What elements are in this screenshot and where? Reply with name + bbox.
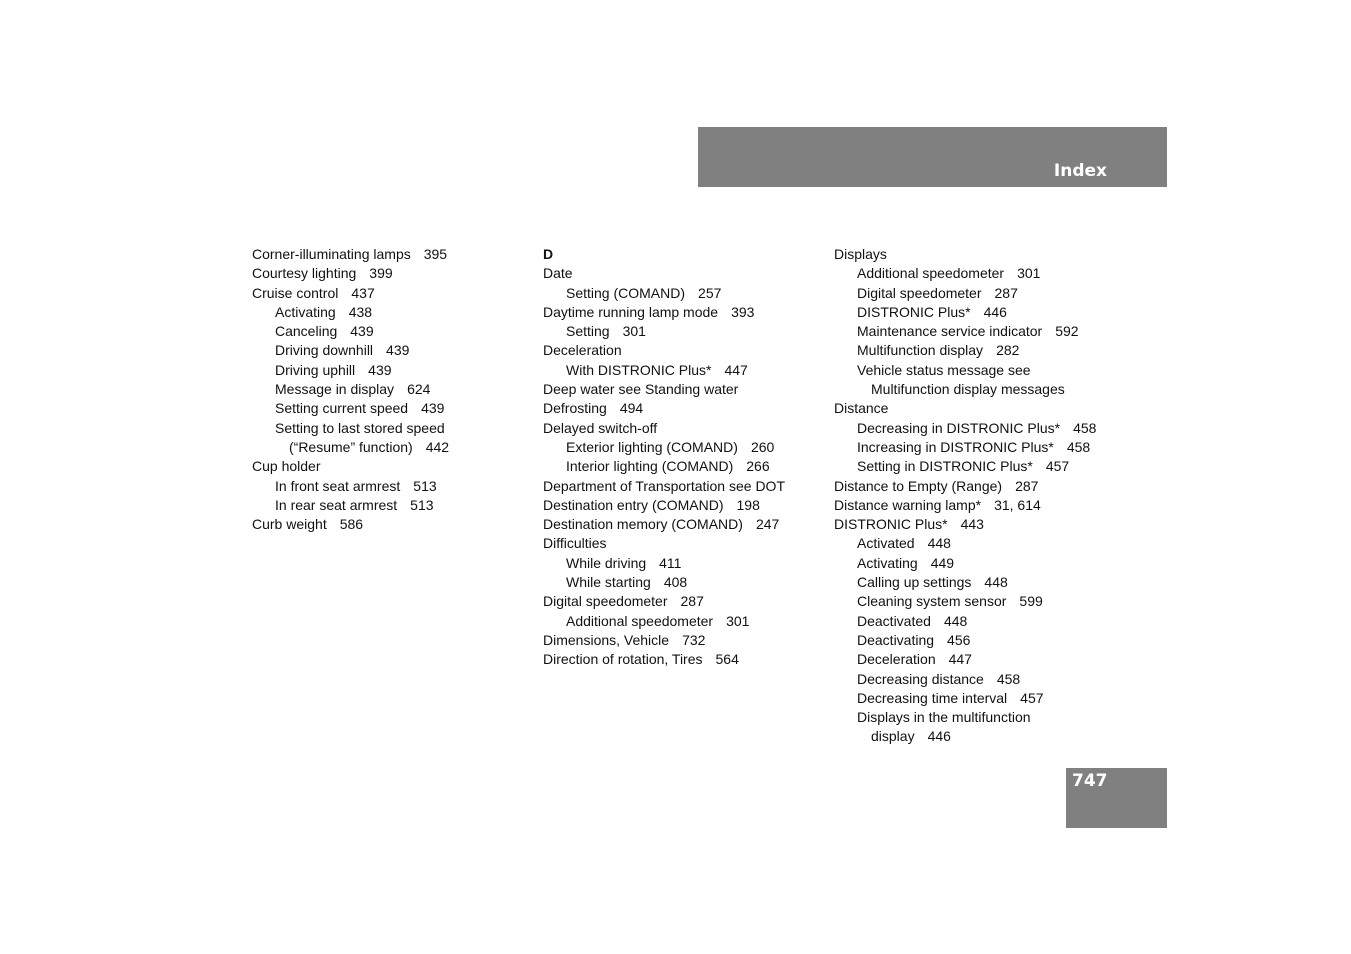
- index-page-ref: 449: [930, 554, 955, 571]
- index-entry: [543, 573, 818, 592]
- index-entry: [543, 438, 818, 457]
- index-entry: [543, 380, 818, 399]
- index-entry-text: Multifunction display messages: [871, 381, 1065, 398]
- index-entry: [834, 631, 1124, 650]
- index-entry-text: Deactivating: [857, 631, 935, 648]
- index-entry-text: Daytime running lamp mode: [543, 303, 719, 320]
- index-entry: [834, 419, 1124, 438]
- index-page-ref: 301: [726, 612, 750, 629]
- index-page-ref: 266: [746, 458, 770, 475]
- index-entry-text: Setting in DISTRONIC Plus*: [857, 458, 1033, 475]
- index-entry: [834, 727, 1124, 746]
- index-entry: [543, 419, 818, 438]
- index-entry: [543, 399, 818, 418]
- index-page-ref: 513: [410, 496, 434, 513]
- index-entry-text: Direction of rotation, Tires: [543, 651, 703, 668]
- index-entry: [543, 341, 818, 360]
- index-page-ref: 439: [350, 323, 374, 340]
- index-entry-text: Increasing in DISTRONIC Plus*: [857, 438, 1054, 455]
- index-entry: [834, 515, 1124, 534]
- index-entry: [834, 438, 1124, 457]
- index-entry: [543, 650, 818, 669]
- index-page-ref: 564: [715, 651, 739, 668]
- index-page-ref: 448: [943, 612, 968, 629]
- index-page-ref: 282: [996, 342, 1020, 359]
- index-entry-text: Corner-illuminating lamps: [252, 246, 411, 262]
- index-page-ref: 301: [622, 323, 646, 340]
- index-entry-text: Canceling: [275, 323, 338, 340]
- index-entry-text: Driving uphill: [275, 361, 356, 378]
- index-entry-text: Defrosting: [543, 400, 607, 417]
- index-page-ref: 439: [386, 342, 410, 359]
- index-page-ref: 260: [750, 438, 775, 455]
- index-entry: [543, 534, 818, 553]
- index-page-ref: 448: [927, 535, 951, 552]
- page-number-box: [1066, 768, 1167, 828]
- index-entry-text: (“Resume” function): [289, 438, 413, 455]
- index-page-ref: 586: [339, 516, 364, 533]
- index-entry: [252, 264, 522, 283]
- index-entry: [834, 573, 1124, 592]
- index-page-ref: 494: [619, 400, 644, 417]
- index-entry: [252, 245, 522, 264]
- index-entry: [543, 612, 818, 631]
- index-page-ref: 395: [423, 246, 448, 262]
- index-entry-text: DISTRONIC Plus*: [857, 303, 971, 320]
- index-entry-text: Activating: [275, 303, 336, 320]
- index-entry-text: Difficulties: [543, 535, 607, 552]
- index-entry: [834, 670, 1124, 689]
- index-page-ref: 439: [421, 400, 445, 417]
- index-page-ref: 592: [1055, 323, 1079, 340]
- index-entry: [252, 284, 522, 303]
- index-entry: [834, 496, 1124, 515]
- index-entry: [252, 477, 522, 496]
- index-entry: [252, 399, 522, 418]
- index-entry-text: Cup holder: [252, 458, 321, 475]
- index-page-ref: 447: [948, 651, 972, 668]
- index-entry-text: Decreasing time interval: [857, 689, 1008, 706]
- index-entry: [252, 380, 522, 399]
- index-page-ref: 437: [351, 284, 375, 301]
- index-entry: [834, 399, 1124, 418]
- index-entry-text: Digital speedometer: [543, 593, 668, 610]
- index-page-ref: 513: [413, 477, 437, 494]
- index-entry: [543, 515, 818, 534]
- index-entry-text: With DISTRONIC Plus*: [566, 361, 712, 378]
- page-number: 747: [1072, 771, 1108, 791]
- index-entry-text: Displays: [834, 246, 887, 262]
- index-page-ref: 446: [927, 728, 951, 745]
- index-entry-text: In front seat armrest: [275, 477, 401, 494]
- index-entry: [543, 592, 818, 611]
- index-page-ref: 393: [731, 303, 755, 320]
- index-entry-text: Decreasing in DISTRONIC Plus*: [857, 419, 1061, 436]
- index-entry-text: Deactivated: [857, 612, 931, 629]
- index-entry-text: Setting (COMAND): [566, 284, 686, 301]
- index-entry: [252, 438, 522, 457]
- index-entry-text: Cruise control: [252, 284, 339, 301]
- index-entry-text: Curb weight: [252, 516, 327, 533]
- index-page-ref: 287: [994, 284, 1018, 301]
- index-entry: [543, 303, 818, 322]
- index-page-ref: 448: [984, 574, 1008, 591]
- index-entry: [834, 457, 1124, 476]
- index-entry-text: Destination memory (COMAND): [543, 516, 743, 533]
- index-entry-text: Digital speedometer: [857, 284, 982, 301]
- index-entry-text: Destination entry (COMAND): [543, 496, 724, 513]
- header-band: [698, 127, 1167, 187]
- index-entry: [252, 341, 522, 360]
- index-entry: [834, 380, 1124, 399]
- index-entry-text: Distance to Empty (Range): [834, 477, 1003, 494]
- index-page-ref: 443: [960, 516, 984, 533]
- index-page-ref: 446: [983, 303, 1007, 320]
- index-entry-text: Setting: [566, 323, 610, 340]
- index-entry: [834, 708, 1124, 727]
- index-entry-text: display: [871, 728, 915, 745]
- index-entry-text: Distance: [834, 400, 889, 417]
- index-entry: [543, 631, 818, 650]
- index-page-ref: 257: [698, 284, 722, 301]
- index-entry-text: Deceleration: [543, 342, 622, 359]
- index-entry-text: Driving downhill: [275, 342, 374, 359]
- index-column-3: [834, 245, 1124, 747]
- index-page-ref: 247: [755, 516, 780, 533]
- index-entry: [543, 284, 818, 303]
- index-entry: [834, 284, 1124, 303]
- index-entry-text: Additional speedometer: [566, 612, 714, 629]
- index-entry: [834, 650, 1124, 669]
- index-page-ref: 447: [724, 361, 748, 378]
- index-entry: [834, 689, 1124, 708]
- index-entry: [252, 515, 522, 534]
- index-entry: [252, 361, 522, 380]
- index-entry: [834, 612, 1124, 631]
- index-entry-text: Setting current speed: [275, 400, 409, 417]
- index-entry-text: Date: [543, 265, 573, 282]
- index-entry: [543, 322, 818, 341]
- index-entry-text: Activating: [857, 554, 918, 571]
- index-entry-text: Exterior lighting (COMAND): [566, 438, 738, 455]
- index-entry-text: Calling up settings: [857, 574, 972, 591]
- index-entry-text: Activated: [857, 535, 915, 552]
- index-page-ref: 198: [736, 496, 760, 513]
- index-entry: [834, 245, 1124, 264]
- index-entry-text: Maintenance service indicator: [857, 323, 1043, 340]
- index-entry: [543, 496, 818, 515]
- index-entry: [252, 419, 522, 438]
- index-entry: [252, 322, 522, 341]
- index-column-2: [543, 245, 818, 670]
- index-entry-text: Deceleration: [857, 651, 936, 668]
- index-entry: [834, 361, 1124, 380]
- index-entry-text: Courtesy lighting: [252, 265, 357, 282]
- index-entry: [834, 592, 1124, 611]
- index-page-ref: 408: [663, 574, 688, 591]
- index-page-ref: 301: [1017, 265, 1041, 282]
- index-entry-text: Displays in the multifunction: [857, 709, 1031, 726]
- index-entry: [834, 477, 1124, 496]
- index-entry-text: Multifunction display: [857, 342, 984, 359]
- index-entry-text: Delayed switch-off: [543, 419, 658, 436]
- index-entry-text: Department of Transportation see DOT: [543, 477, 785, 494]
- index-page-ref: 458: [996, 670, 1021, 687]
- index-page-ref: 438: [348, 303, 373, 320]
- index-entry: [252, 496, 522, 515]
- index-entry-text: Vehicle status message see: [857, 361, 1031, 378]
- index-entry-text: While starting: [566, 574, 651, 591]
- index-column-1: [252, 245, 522, 534]
- index-entry: [834, 322, 1124, 341]
- index-entry-text: While driving: [566, 554, 647, 571]
- index-page-ref: 457: [1045, 458, 1070, 475]
- index-entry: [543, 264, 818, 283]
- index-page-ref: 31, 614: [994, 496, 1041, 513]
- index-entry: [543, 554, 818, 573]
- index-page-ref: 399: [369, 265, 393, 282]
- index-entry: [543, 361, 818, 380]
- index-page-ref: 456: [947, 631, 971, 648]
- index-entry: [252, 457, 522, 476]
- index-entry-text: Additional speedometer: [857, 265, 1005, 282]
- index-page-ref: 287: [680, 593, 704, 610]
- index-entry-text: Cleaning system sensor: [857, 593, 1007, 610]
- index-entry-text: D: [543, 246, 554, 262]
- index-page-ref: 442: [425, 438, 450, 455]
- index-entry: [834, 303, 1124, 322]
- index-entry-text: Setting to last stored speed: [275, 419, 445, 436]
- index-entry-text: Distance warning lamp*: [834, 496, 982, 513]
- index-page-ref: 287: [1015, 477, 1039, 494]
- index-page-ref: 411: [659, 554, 682, 571]
- index-page-ref: 599: [1019, 593, 1043, 610]
- index-entry-text: Interior lighting (COMAND): [566, 458, 734, 475]
- index-letter-heading: [543, 245, 818, 264]
- index-entry-text: Dimensions, Vehicle: [543, 631, 670, 648]
- page-title: Index: [1053, 161, 1107, 181]
- index-page-ref: 458: [1073, 419, 1097, 436]
- index-entry-text: Decreasing distance: [857, 670, 984, 687]
- index-entry: [543, 477, 818, 496]
- index-entry-text: Message in display: [275, 381, 395, 398]
- index-entry-text: DISTRONIC Plus*: [834, 516, 948, 533]
- index-entry: [252, 303, 522, 322]
- index-entry: [834, 341, 1124, 360]
- index-entry: [543, 457, 818, 476]
- index-entry: [834, 534, 1124, 553]
- index-entry: [834, 264, 1124, 283]
- index-entry-text: Deep water see Standing water: [543, 381, 739, 398]
- index-entry: [834, 554, 1124, 573]
- index-page-ref: 624: [407, 381, 431, 398]
- index-page-ref: 439: [368, 361, 392, 378]
- index-page-ref: 458: [1066, 438, 1091, 455]
- index-page-ref: 732: [682, 631, 706, 648]
- index-entry-text: In rear seat armrest: [275, 496, 398, 513]
- index-page-ref: 457: [1020, 689, 1044, 706]
